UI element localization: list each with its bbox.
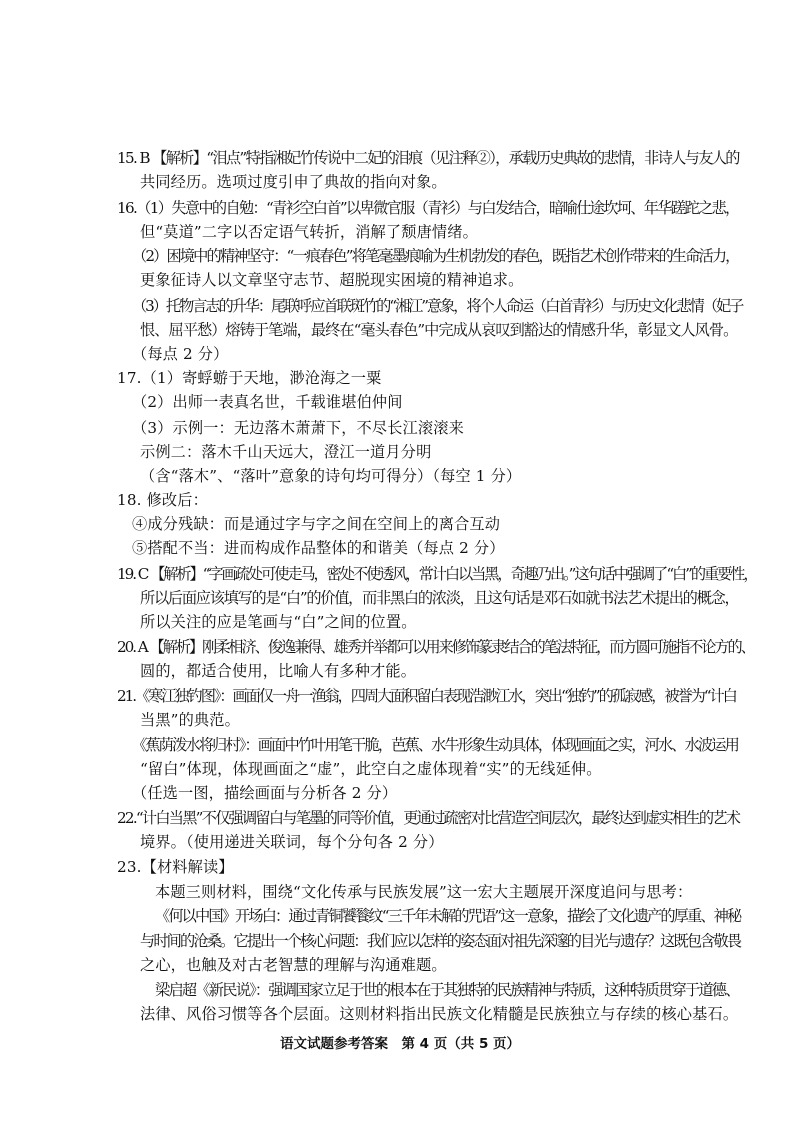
q22-line-1: 22.“计白当黑”不仅强调留白与笔墨的同等价值，更通过疏密对比营造空间层次，最终达到虚实相生的艺术: [117, 809, 740, 827]
q18-line-1: 18. 修改后：: [117, 491, 208, 509]
q21-line-5: （任选一图，描绘画面与分析各 2 分）: [132, 784, 398, 802]
q23-line-3: 与时间的沧桑。它提出一个核心问题：我们应以怎样的姿态面对祖先深邃的目光与遗存？这既包含敬畏: [140, 932, 741, 950]
q20-line-2: 圆的，都适合使用，比喻人有多种才能。: [140, 662, 417, 680]
q16-line-4: 更象征诗人以文章坚守志节、超脱现实困境的精神追求。: [140, 271, 524, 289]
q16-line-3: （2）困境中的精神坚守：“一痕春色”将笔毫墨痕喻为生机勃发的春色，既指艺术创作带来的生命活力，: [132, 247, 739, 265]
q21-line-3: 《蕉荫泼水将归村》：画面中竹叶用笔干脆，芭蕉、水牛形象生动具体，体现画面之实，河水、水波运用: [132, 736, 738, 754]
q17-line-1: 17.（1）寄蜉蝣于天地，渺沧海之一粟: [117, 369, 382, 387]
q20-line-1: 20. A 【解析】刚柔相济、俊逸兼得、雄秀并举都可以用来修饰篆隶结合的笔法特征，而方圆可施指不论方的、: [117, 638, 754, 656]
q18-line-3: ⑤搭配不当：进而构成作品整体的和谐美（每点 2 分）: [132, 539, 505, 557]
q23-line-5: 梁启超《新民说》：强调国家立足于世的根本在于其独特的民族精神与特质，这种特质贯穿于道德、: [155, 981, 739, 999]
q17-line-3: （3）示例一：无边落木萧萧下，不尽长江滚滚来: [132, 419, 464, 437]
q17-line-2: （2）出师一表真名世，千载谁堪伯仲间: [132, 393, 403, 411]
q21-line-2: 当黑”的典范。: [140, 711, 240, 729]
q16-line-2: 但“莫道”二字以否定语气转折，消解了颓唐情绪。: [140, 223, 478, 241]
q21-line-1: 21.《寒江独钓图》：画面仅一舟一渔翁，四周大面积留白表现浩渺江水，突出“独钓”的孤寂感，被誉为“计白: [117, 687, 736, 705]
q16-line-7: （每点 2 分）: [132, 345, 229, 363]
q18-line-2: ④成分残缺：而是通过字与字之间在空间上的离合互动: [132, 515, 501, 533]
q17-line-5: （含“落木”、“落叶”意象的诗句均可得分）（每空 1 分）: [140, 467, 522, 485]
q23-line-4: 之心，也触及对古老智慧的理解与沟通难题。: [140, 956, 447, 974]
q19-line-2: 所以后面应该填写的是“白”的价值，而非黑白的浓淡，且这句话是邓石如就书法艺术提出的概念，: [140, 589, 739, 607]
q19-line-3: 所以关注的应是笔画与“白”之间的位置。: [140, 613, 417, 631]
q19-line-1: 19. C 【解析】“字画疏处可使走马，密处不使透风，常计白以当黑，奇趣乃出。”这句话中强调了“白”的重要性，: [117, 565, 757, 583]
q21-line-4: “留白”体现，体现画面之“虚”，此空白之虚体现着“实”的无线延伸。: [140, 760, 602, 778]
page-footer: 语文试题参考答案 第 4 页（共 5 页）: [279, 1036, 521, 1052]
q15-line-1: 15. B 【解析】“泪点”特指湘妃竹传说中二妃的泪痕（见注释②），承载历史典故的悲情，非诗人与友人的: [117, 149, 739, 167]
q23-heading: 23.【材料解读】: [117, 858, 234, 876]
q16-line-5: （3）托物言志的升华：尾联呼应首联斑竹的“湘江”意象，将个人命运（白首青衫）与历史文化悲情（妃子: [132, 297, 743, 315]
q15-line-2: 共同经历。选项过度引申了典故的指向对象。: [140, 173, 447, 191]
q16-line-1: 16.（1）失意中的自勉：“青衫空白首”以卑微官服（青衫）与白发结合，暗喻仕途坎坷、年华蹉跎之悲，: [117, 199, 739, 217]
q23-line-2: 《何以中国》开场白：通过青铜饕餮纹“三千年未解的咒语”这一意象，描绘了文化遗产的厚重、神秘: [155, 907, 741, 925]
q23-line-1: 本题三则材料，围绕“文化传承与民族发展”这一宏大主题展开深度追问与思考：: [155, 883, 693, 901]
q22-line-2: 境界。（使用递进关联词，每个分句各 2 分）: [140, 833, 444, 851]
q16-line-6: 恨、屈平愁）熔铸于笔端，最终在“毫头春色”中完成从哀叹到豁达的情感升华，彰显文人风骨。: [140, 321, 738, 339]
q17-line-4: 示例二：落木千山天远大，澄江一道月分明: [140, 443, 432, 461]
q23-line-6: 法律、风俗习惯等各个层面。这则材料指出民族文化精髓是民族独立与存续的核心基石。: [140, 1005, 739, 1023]
